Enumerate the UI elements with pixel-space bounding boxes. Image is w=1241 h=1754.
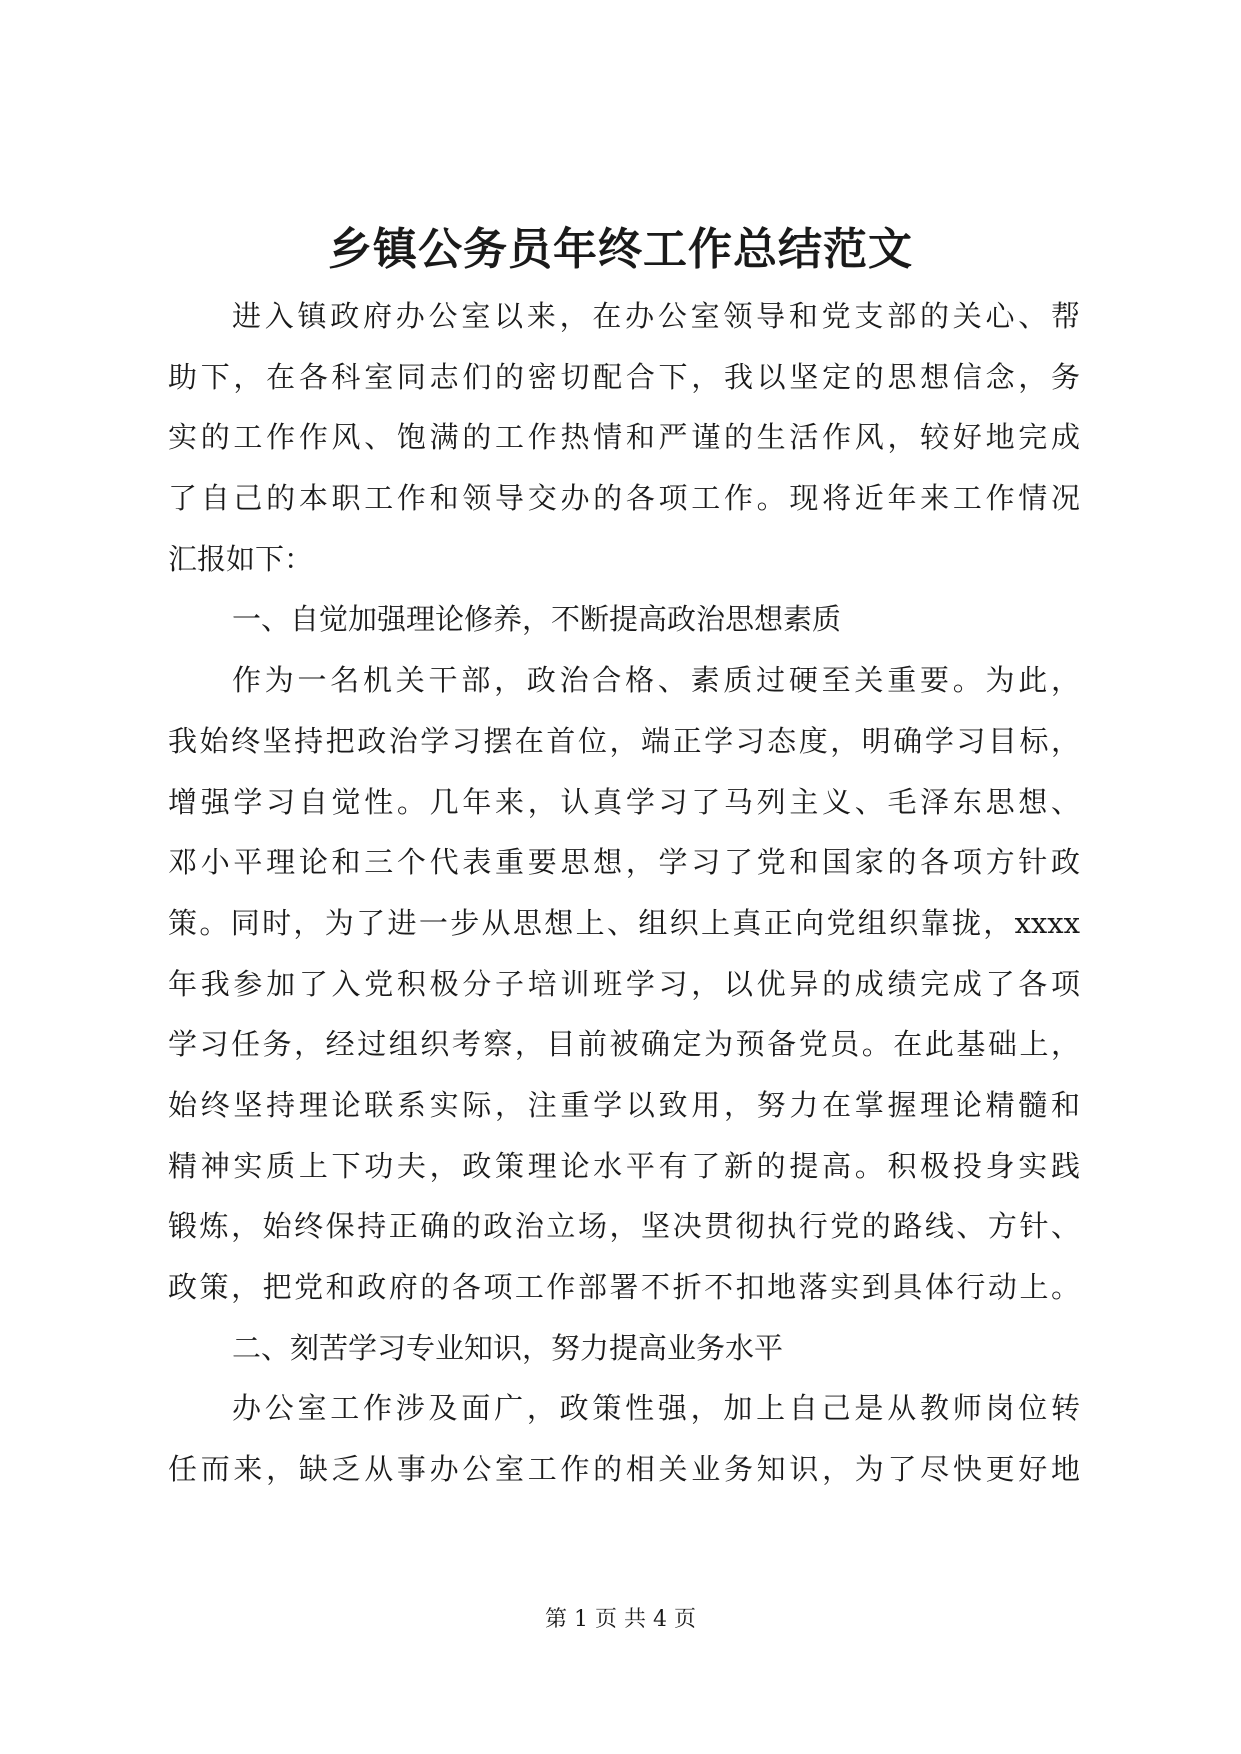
text-line: 了自己的本职工作和领导交办的各项工作。现将近年来工作情况: [168, 481, 1080, 516]
text-line: 一、自觉加强理论修养，不断提高政治思想素质: [232, 602, 842, 637]
page-footer: 第 1 页 共 4 页: [545, 1607, 696, 1632]
text-line: 进入镇政府办公室以来，在办公室领导和党支部的关心、帮: [232, 299, 1080, 333]
document-body: [168, 286, 1080, 1500]
text-line: 任而来，缺乏从事办公室工作的相关业务知识，为了尽快更好地: [168, 1452, 1080, 1487]
text-line: 锻炼，始终保持正确的政治立场，坚决贯彻执行党的路线、方针、: [168, 1209, 1080, 1244]
text-line: 始终坚持理论联系实际，注重学以致用，努力在掌握理论精髓和: [168, 1087, 1080, 1122]
text-line: 年我参加了入党积极分子培训班学习，以优异的成绩完成了各项: [168, 966, 1080, 1001]
text-line: 学习任务，经过组织考察，目前被确定为预备党员。在此基础上，: [168, 1027, 1080, 1062]
text-line: 策。同时，为了进一步从思想上、组织上真正向党组织靠拢，xxxx: [168, 905, 1080, 940]
text-line: 办公室工作涉及面广，政策性强，加上自己是从教师岗位转: [232, 1391, 1080, 1426]
text-line: 精神实质上下功夫，政策理论水平有了新的提高。积极投身实践: [168, 1148, 1080, 1183]
text-line: 实的工作作风、饱满的工作热情和严谨的生活作风，较好地完成: [168, 420, 1080, 455]
text-line: 作为一名机关干部，政治合格、素质过硬至关重要。为此，: [232, 663, 1080, 698]
document-title: 乡镇公务员年终工作总结范文: [328, 224, 913, 275]
text-line: 我始终坚持把政治学习摆在首位，端正学习态度，明确学习目标，: [168, 723, 1080, 758]
text-line: 汇报如下：: [168, 541, 314, 576]
text-line: 二、刻苦学习专业知识，努力提高业务水平: [232, 1330, 784, 1365]
text-line: 政策，把党和政府的各项工作部署不折不扣地落实到具体行动上。: [168, 1270, 1080, 1304]
text-line: 助下，在各科室同志们的密切配合下，我以坚定的思想信念，务: [168, 359, 1080, 394]
text-line: 邓小平理论和三个代表重要思想，学习了党和国家的各项方针政: [168, 845, 1080, 880]
text-line: 增强学习自觉性。几年来，认真学习了马列主义、毛泽东思想、: [168, 784, 1080, 819]
